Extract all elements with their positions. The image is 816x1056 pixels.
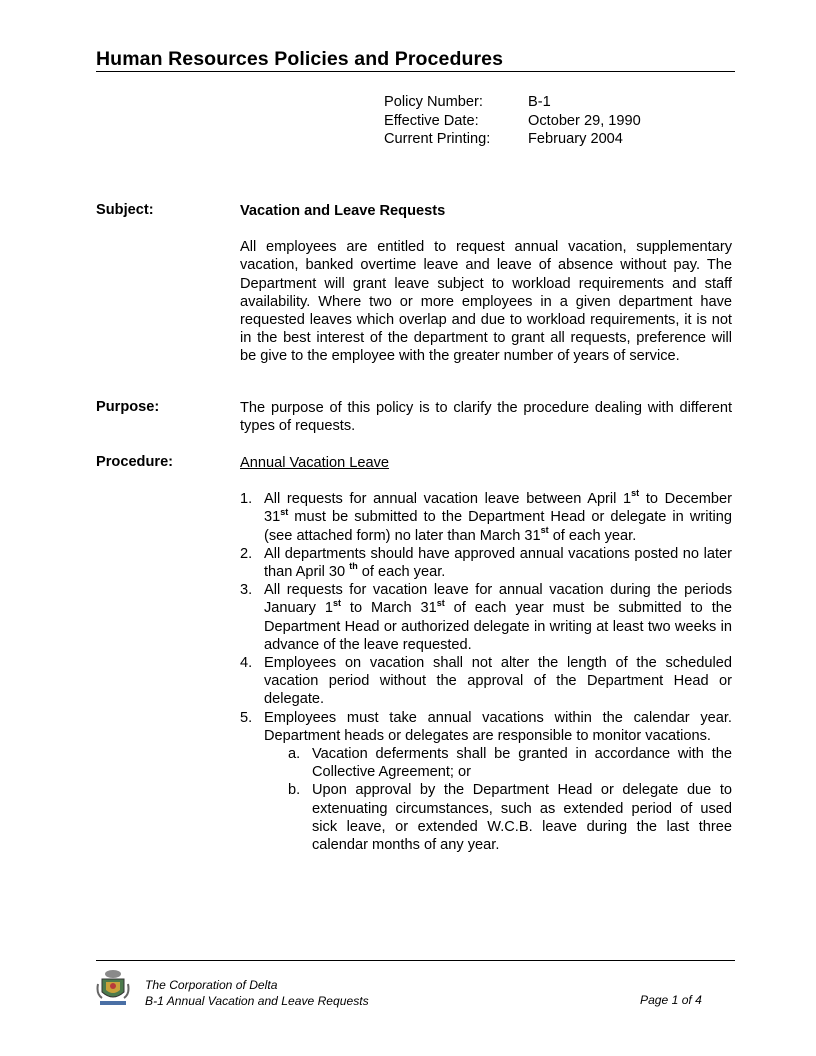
- current-printing-label: Current Printing:: [384, 131, 491, 147]
- procedure-section: [240, 454, 732, 854]
- procedure-subitem-a: a. Vacation deferments shall be granted in accordance with the Collective Agreement; or: [288, 746, 732, 781]
- effective-date-label: Effective Date:: [384, 112, 479, 129]
- effective-date-value: October 29, 1990: [528, 112, 641, 129]
- policy-number-label: Policy Number:: [384, 94, 483, 110]
- subject-title: Vacation and Leave Requests: [240, 203, 446, 219]
- footer-text: [145, 977, 369, 1009]
- delta-crest-icon: [96, 968, 130, 1008]
- page-title: Human Resources Policies and Procedures: [96, 48, 504, 70]
- purpose-label: Purpose:: [96, 399, 160, 415]
- procedure-list: [240, 490, 732, 854]
- procedure-item-5: 5. Employees must take annual vacations within the calendar year. Department heads or delegates are responsible to monitor vacations. a. Vacation deferments shall be granted in accordance with the Collective Agreement; or b. Upon approval by the Department Head or delegate due to extenuating circumstances, such as extended period of used sick leave, or extended W.C.B. leave during the last three calendar months of any year.: [240, 709, 732, 854]
- header-divider: [96, 71, 735, 72]
- current-printing-row: [384, 130, 641, 149]
- purpose-body: The purpose of this policy is to clarify the procedure dealing with different types of requests.: [240, 400, 732, 435]
- footer-doc-title: B-1 Annual Vacation and Leave Requests: [145, 994, 369, 1008]
- procedure-heading: Annual Vacation Leave: [240, 455, 390, 471]
- procedure-subitem-b: b. Upon approval by the Department Head or delegate due to extenuating circumstances, such as extended period of used sick leave, or extended W.C.B. leave during the last three calendar months of any year.: [288, 782, 732, 854]
- policy-number-row: [384, 93, 641, 112]
- effective-date-row: [384, 112, 641, 131]
- subject-body: All employees are entitled to request annual vacation, supplementary vacation, banked overtime leave and leave of absence without pay. The Department will grant leave subject to workload requirements and staff availability. Where two or more employees in a given department have requested leaves which overlap and due to workload requirements, it is not in the best interest of the department to grant all requests, preference will be give to the employee with the greater number of years of service.: [240, 239, 732, 365]
- procedure-item-2: 2. All departments should have approved annual vacations posted no later than April 30 $^{th}$ of each year.: [240, 545, 732, 581]
- subject-label: Subject:: [96, 202, 154, 218]
- procedure-item-1: 1. All requests for annual vacation leave between April 1st to December 31st must be submitted to the Department Head or delegate in writing (see attached form) no later than March 31st of each year.: [240, 488, 732, 544]
- subject-section: [240, 202, 732, 366]
- current-printing-value: February 2004: [528, 131, 623, 147]
- footer-org: The Corporation of Delta: [145, 978, 278, 992]
- page-number: Page 1 of 4: [640, 993, 702, 1007]
- policy-info-block: [384, 93, 641, 149]
- procedure-label: Procedure:: [96, 454, 174, 470]
- procedure-item-3: 3. All requests for vacation leave for annual vacation during the periods January 1st to March 31st of each year must be submitted to the Department Head or authorized delegate in writing at least two weeks in advance of the leave requested.: [240, 582, 732, 653]
- procedure-sublist: [264, 745, 732, 854]
- footer-divider: [96, 960, 735, 961]
- policy-number-value: B-1: [528, 94, 551, 110]
- procedure-item-4: 4. Employees on vacation shall not alter the length of the scheduled vacation period without the approval of the Department Head or delegate.: [240, 655, 732, 708]
